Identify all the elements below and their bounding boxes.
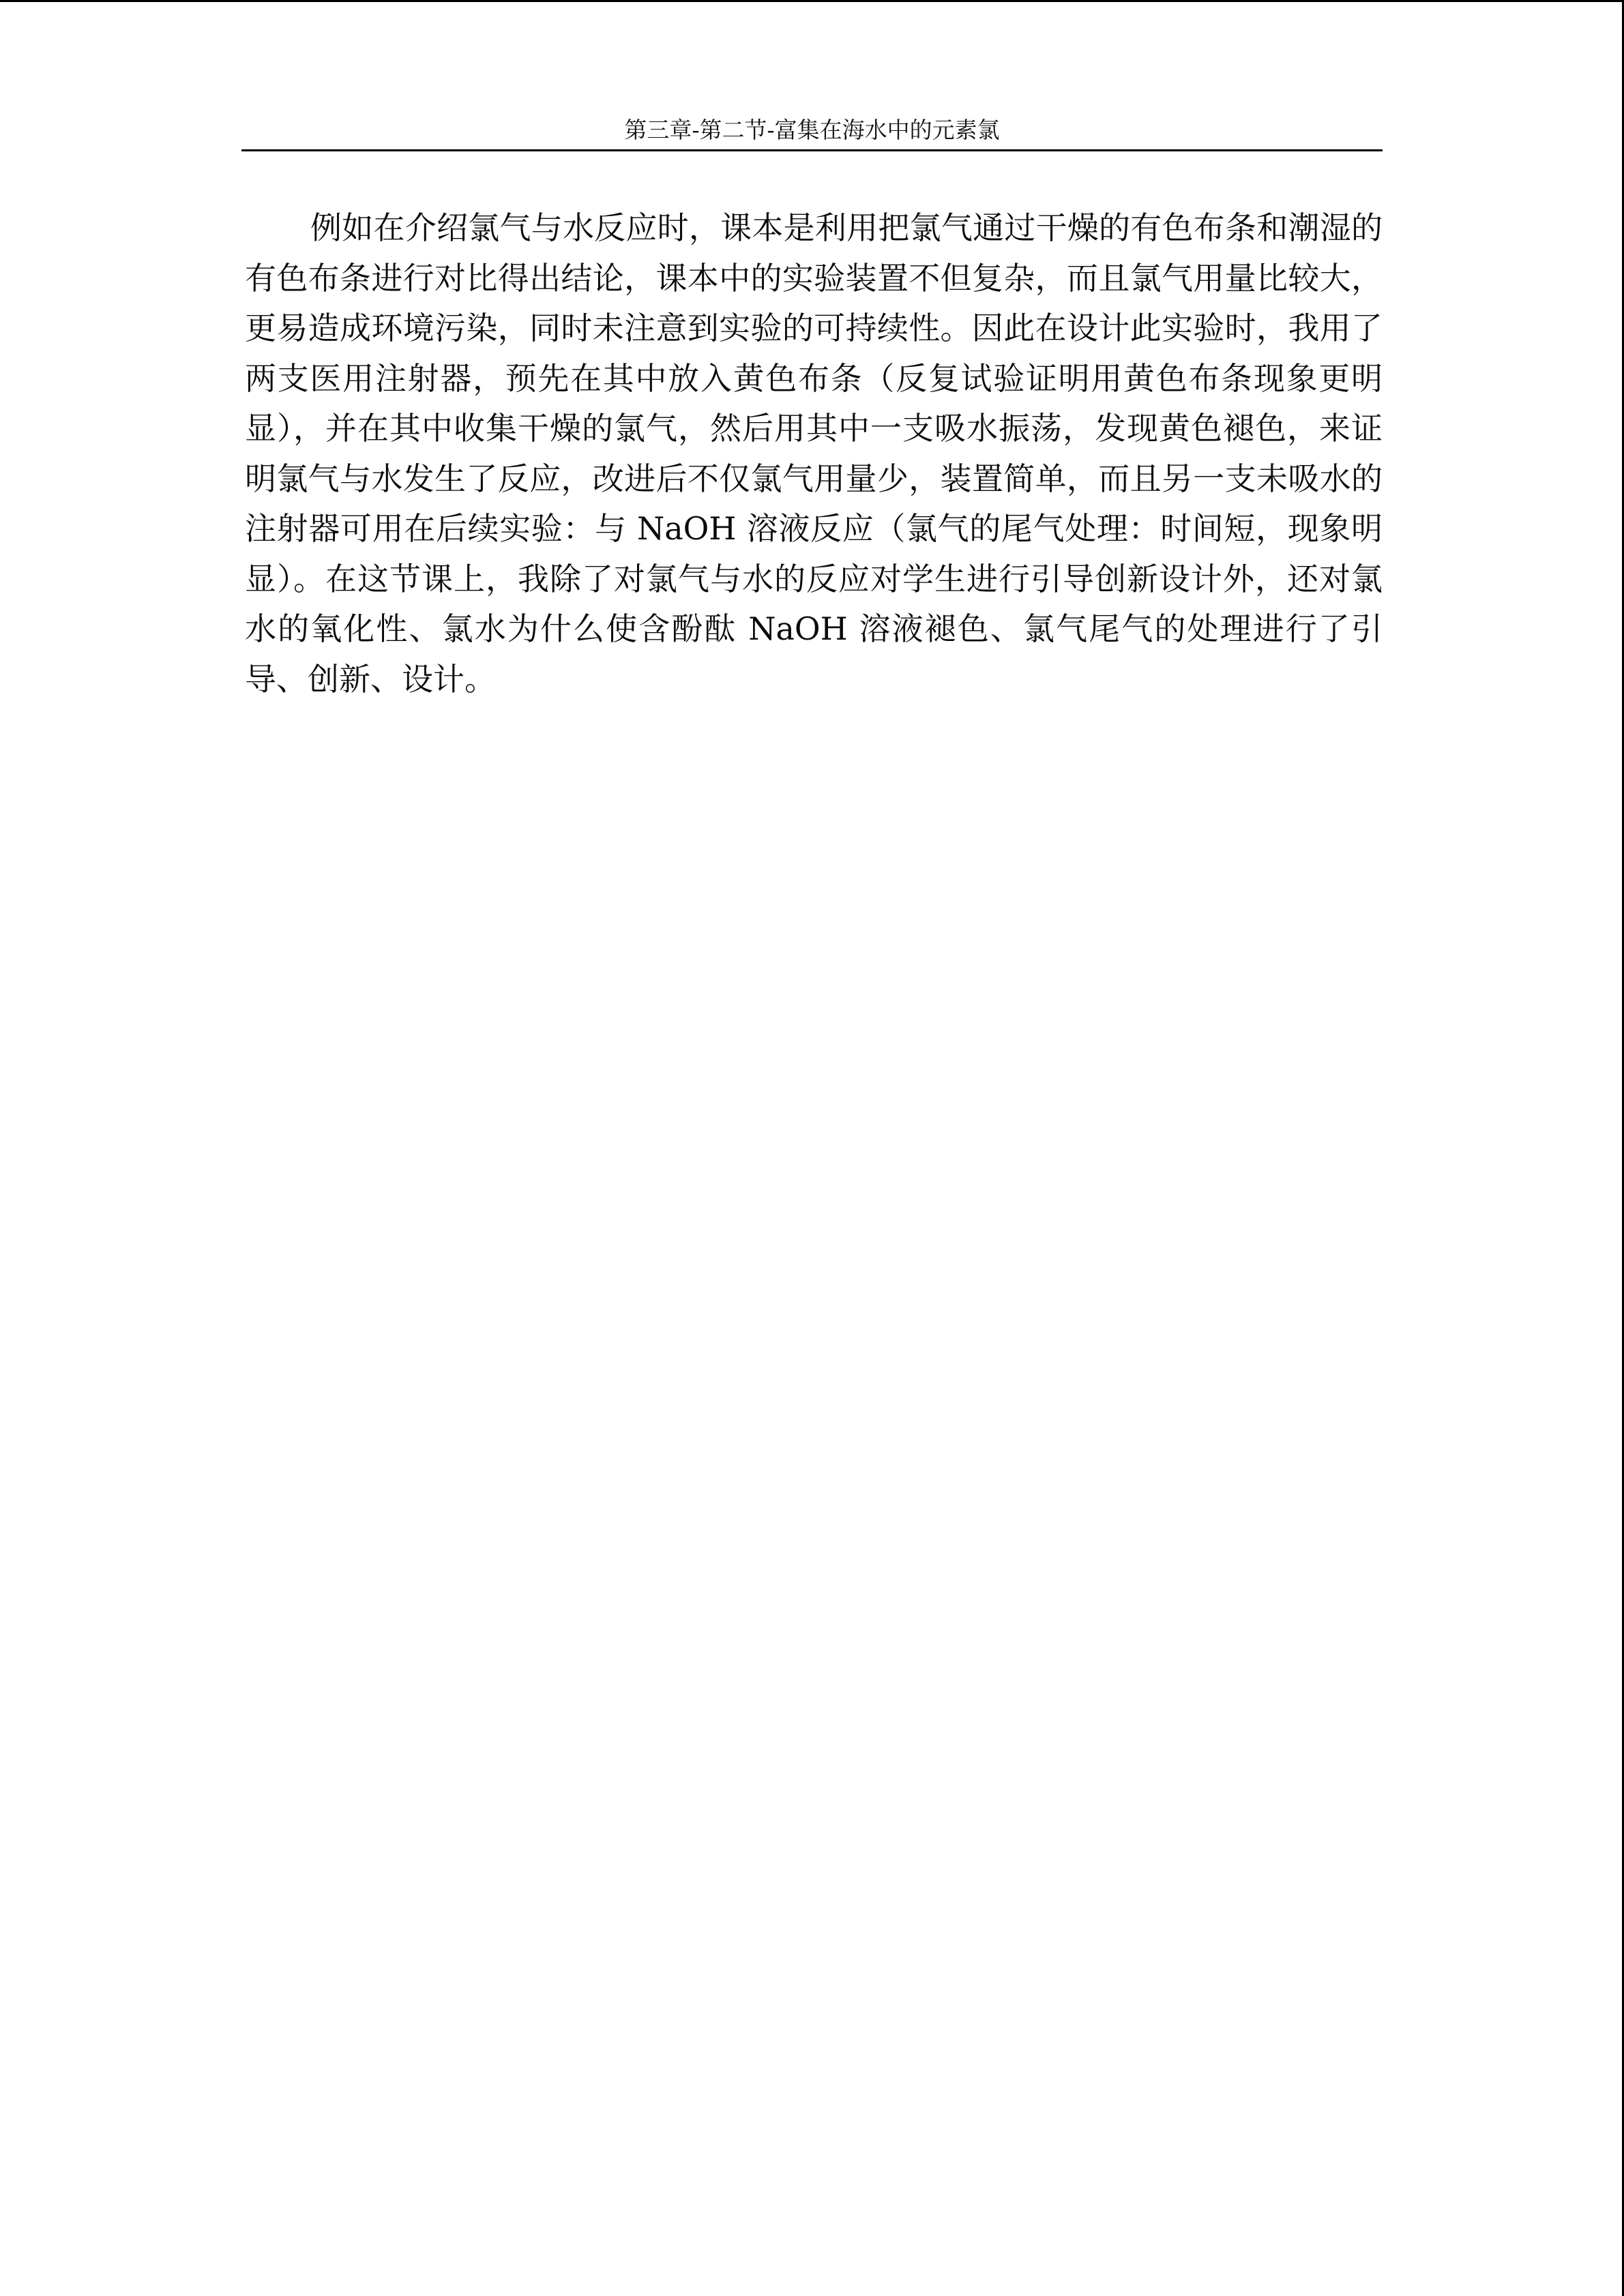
running-header: 第三章-第二节-富集在海水中的元素氯 <box>624 117 1000 143</box>
body-paragraph: 例如在介绍氯气与水反应时，课本是利用把氯气通过干燥的有色布条和潮湿的有色布条进行对比得出结论，课本中的实验装置不但复杂，而且氯气用量比较大，更易造成环境污染，同时未注意到实验的可持续性。因此在设计此实验时，我用了两支医用注射器，预先在其中放入黄色布条（反复试验证明用黄色布条现象更明显），并在其中收集干燥的氯气，然后用其中一支吸水振荡，发现黄色褪色，来证明氯气与水发生了反应，改进后不仅氯气用量少，装置简单，而且另一支未吸水的注射器可用在后续实验：与 NaOH 溶液反应（氯气的尾气处理：时间短，现象明显）。在这节课上，我除了对氯气与水的反应对学生进行引导创新设计外，还对氯水的氧化性、氯水为什么使含酚酞 NaOH 溶液褪色、氯气尾气的处理进行了引导、创新、设计。 <box>245 209 1383 698</box>
page-border-top <box>0 0 1624 2</box>
header-rule <box>241 149 1383 151</box>
